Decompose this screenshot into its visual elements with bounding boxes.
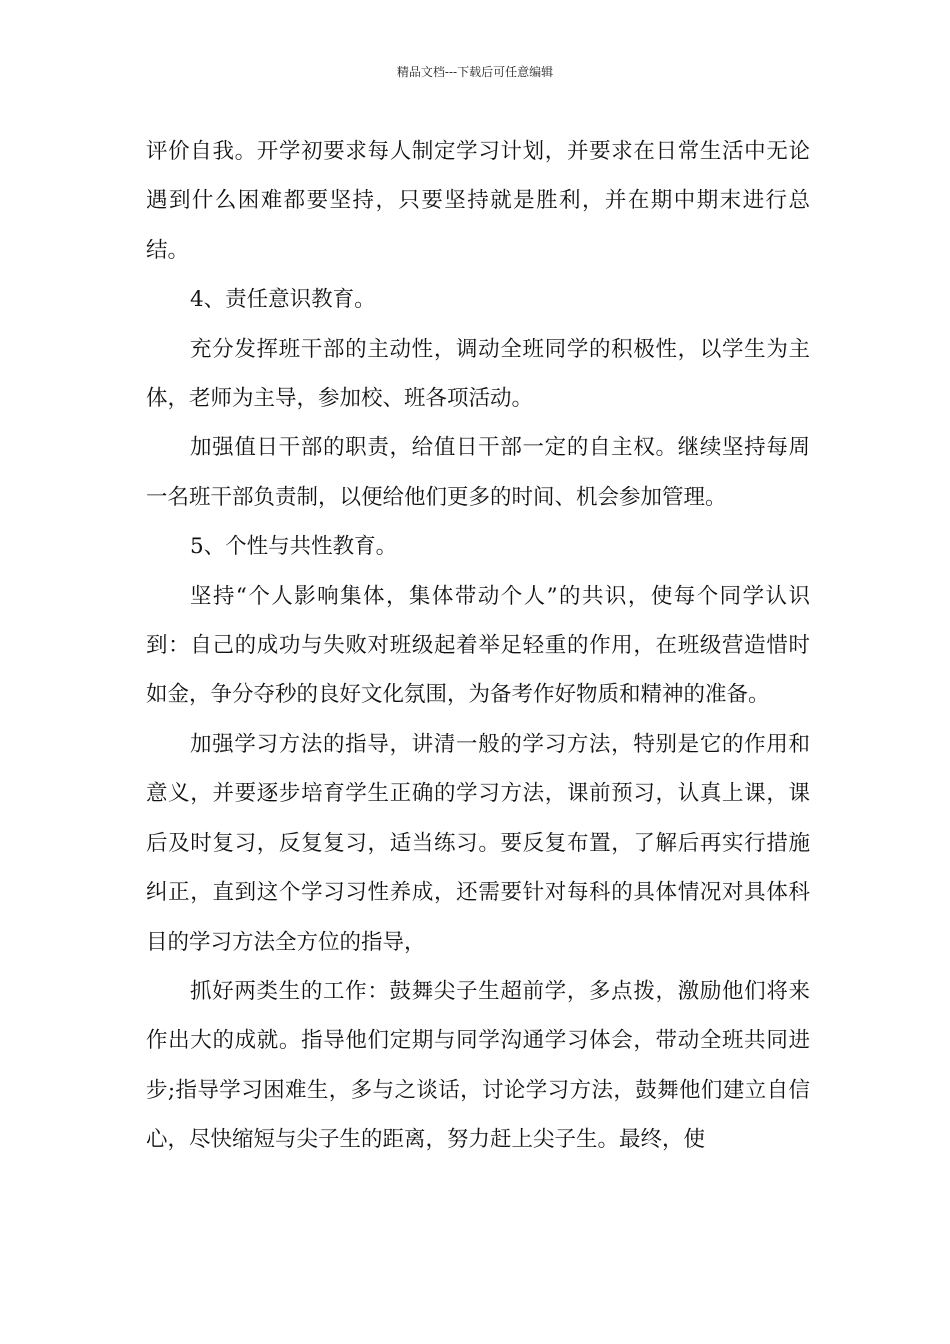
page-header: 精品文档---下载后可任意编辑 — [396, 65, 554, 79]
paragraph-class-cadres: 充分发挥班干部的主动性，调动全班同学的积极性，以学生为主体，老师为主导，参加校、班各项活动。 — [146, 336, 810, 412]
paragraph-intro-continuation: 评价自我。开学初要求每人制定学习计划，并要求在日常生活中无论遇到什么困难都要坚持，只要坚持就是胜利，并在期中期末进行总结。 — [146, 139, 810, 263]
paragraph-duty-cadres: 加强值日干部的职责，给值日干部一定的自主权。继续坚持每周一名班干部负责制，以便给他们更多的时间、机会参加管理。 — [146, 435, 810, 510]
paragraph-two-student-types: 抓好两类生的工作：鼓舞尖子生超前学，多点拨，激励他们将来作出大的成就。指导他们定期与同学沟通学习体会，带动全班共同进步;指导学习困难生，多与之谈话，讨论学习方法，鼓舞他们建立自信心，尽快缩短与尖子生的距离，努力赶上尖子生。最终，使 — [146, 978, 810, 1153]
document-body — [146, 127, 810, 1165]
paragraph-study-methods: 加强学习方法的指导，讲清一般的学习方法，特别是它的作用和意义，并要逐步培育学生正确的学习方法，课前预习，认真上课，课后及时复习，反复复习，适当练习。要反复布置，了解后再实行措施纠正，直到这个学习习性养成，还需要针对每科的具体情况对具体科目的学习方法全方位的指导， — [146, 731, 810, 955]
paragraph-consensus: 坚持“个人影响集体，集体带动个人”的共识，使每个同学认识到：自己的成功与失败对班级起着举足轻重的作用，在班级营造惜时如金，争分夺秒的良好文化氛围，为备考作好物质和精神的准备。 — [146, 583, 810, 708]
section-heading-individuality: 5、个性与共性教育。 — [190, 534, 398, 560]
section-heading-responsibility: 4、责任意识教育。 — [190, 287, 376, 313]
